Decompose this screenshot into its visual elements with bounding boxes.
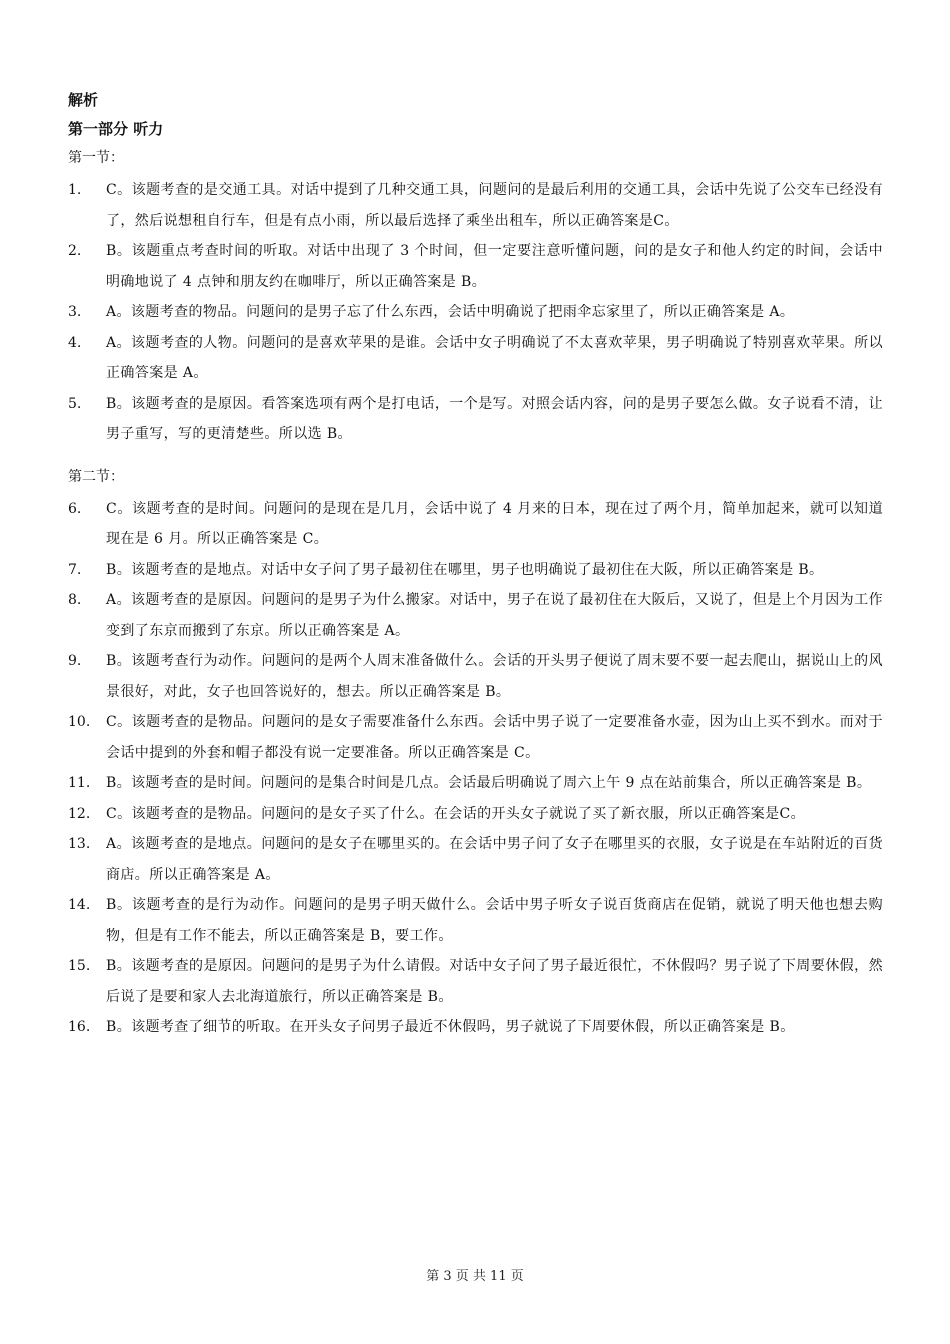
- answer-number: 2.: [68, 243, 82, 259]
- answer-item: [68, 1012, 883, 1043]
- answer-item: [68, 175, 883, 236]
- answer-item: [68, 585, 883, 646]
- answer-item: [68, 768, 883, 799]
- answer-number: 3.: [68, 304, 82, 320]
- answer-explanation: B。该题考查的是行为动作。问题问的是男子明天做什么。会话中男子听女子说百货商店在促销，就说了明天他也想去购物，但是有工作不能去，所以正确答案是 B，要工作。: [106, 897, 883, 944]
- answer-number: 12.: [68, 805, 91, 822]
- answer-item: [68, 389, 883, 450]
- doc-title: 解析: [68, 91, 99, 109]
- answer-explanation: C。该题考查的是物品。问题问的是女子买了什么。在会话的开头女子就说了买了新衣服，所以正确答案是C。: [106, 805, 806, 822]
- answer-number: 9.: [68, 653, 82, 669]
- answer-explanation: B。该题重点考查时间的听取。对话中出现了 3 个时间，但一定要注意听懂问题，问的是女子和他人约定的时间，会话中明确地说了 4 点钟和朋友约在咖啡厅，所以正确答案是 B。: [106, 243, 883, 290]
- answer-number: 1.: [68, 182, 82, 198]
- answer-number: 14.: [68, 897, 91, 913]
- answer-explanation: A。该题考查的是地点。问题问的是女子在哪里买的。在会话中男子问了女子在哪里买的衣服，女子说是在车站附近的百货商店。所以正确答案是 A。: [106, 836, 883, 883]
- document-content: [68, 90, 883, 1043]
- answer-explanation: B。该题考查的是原因。看答案选项有两个是打电话，一个是写。对照会话内容，问的是男子要怎么做。女子说看不清，让男子重写，写的更清楚些。所以选 B。: [106, 395, 883, 442]
- answer-explanation: B。该题考查了细节的听取。在开头女子问男子最近不休假吗，男子就说了下周要休假，所以正确答案是 B。: [106, 1019, 795, 1035]
- answer-number: 4.: [68, 334, 82, 351]
- answer-explanation: B。该题考查的是地点。对话中女子问了男子最初住在哪里，男子也明确说了最初住在大阪，所以正确答案是 B。: [106, 561, 824, 578]
- answer-explanation: B。该题考查行为动作。问题问的是两个人周末准备做什么。会话的开头男子便说了周末要不要一起去爬山，据说山上的风景很好，对此，女子也回答说好的，想去。所以正确答案是 B。: [106, 653, 883, 700]
- answer-number: 13.: [68, 836, 91, 852]
- answer-number: 6.: [68, 500, 82, 517]
- answer-item: [68, 799, 883, 830]
- answer-explanation: C。该题考查的是交通工具。对话中提到了几种交通工具，问题问的是最后利用的交通工具，会话中先说了公交车已经没有了，然后说想租自行车，但是有点小雨，所以最后选择了乘坐出租车，所以正确答案是C。: [106, 182, 883, 229]
- page-footer: 第 3 页 共 11 页: [426, 1269, 524, 1284]
- answer-item: [68, 646, 883, 707]
- answer-explanation: C。该题考查的是时间。问题问的是现在是几月，会话中说了 4 月来的日本，现在过了两个月，简单加起来，就可以知道现在是 6 月。所以正确答案是 C。: [106, 500, 883, 547]
- answer-number: 15.: [68, 958, 91, 974]
- answer-item: [68, 236, 883, 297]
- answer-number: 5.: [68, 395, 82, 412]
- answer-item: [68, 890, 883, 951]
- answer-explanation: A。该题考查的是原因。问题问的是男子为什么搬家。对话中，男子在说了最初住在大阪后，又说了，但是上个月因为工作变到了东京而搬到了东京。所以正确答案是 A。: [106, 592, 883, 639]
- answer-number: 11.: [68, 775, 91, 791]
- section-2-list: [68, 494, 883, 1043]
- answer-explanation: A。该题考查的物品。问题问的是男子忘了什么东西，会话中明确说了把雨伞忘家里了，所以正确答案是 A。: [106, 304, 795, 320]
- answer-item: [68, 555, 883, 586]
- answer-item: [68, 707, 883, 768]
- answer-item: [68, 328, 883, 389]
- answer-explanation: C。该题考查的是物品。问题问的是女子需要准备什么东西。会话中男子说了一定要准备水壶，因为山上买不到水。而对于会话中提到的外套和帽子都没有说一定要准备。所以正确答案是 C。: [106, 714, 883, 761]
- part-title: 第一部分 听力: [68, 120, 164, 138]
- answer-number: 10.: [68, 714, 91, 730]
- answer-item: [68, 494, 883, 555]
- answer-explanation: B。该题考查的是时间。问题问的是集合时间是几点。会话最后明确说了周六上午 9 点在站前集合，所以正确答案是 B。: [106, 775, 872, 791]
- answer-explanation: B。该题考查的是原因。问题问的是男子为什么请假。对话中女子问了男子最近很忙，不休假吗？男子说了下周要休假，然后说了是要和家人去北海道旅行，所以正确答案是 B。: [106, 958, 883, 1005]
- answer-number: 7.: [68, 561, 82, 578]
- section-2-title: 第二节：: [68, 468, 124, 485]
- answer-explanation: A。该题考查的人物。问题问的是喜欢苹果的是谁。会话中女子明确说了不太喜欢苹果，男子明确说了特别喜欢苹果。所以正确答案是 A。: [106, 334, 883, 381]
- answer-item: [68, 829, 883, 890]
- answer-number: 16.: [68, 1019, 91, 1035]
- answer-item: [68, 297, 883, 328]
- section-1-title: 第一节：: [68, 150, 124, 166]
- answer-number: 8.: [68, 592, 82, 608]
- section-1-list: [68, 175, 883, 450]
- answer-item: [68, 951, 883, 1012]
